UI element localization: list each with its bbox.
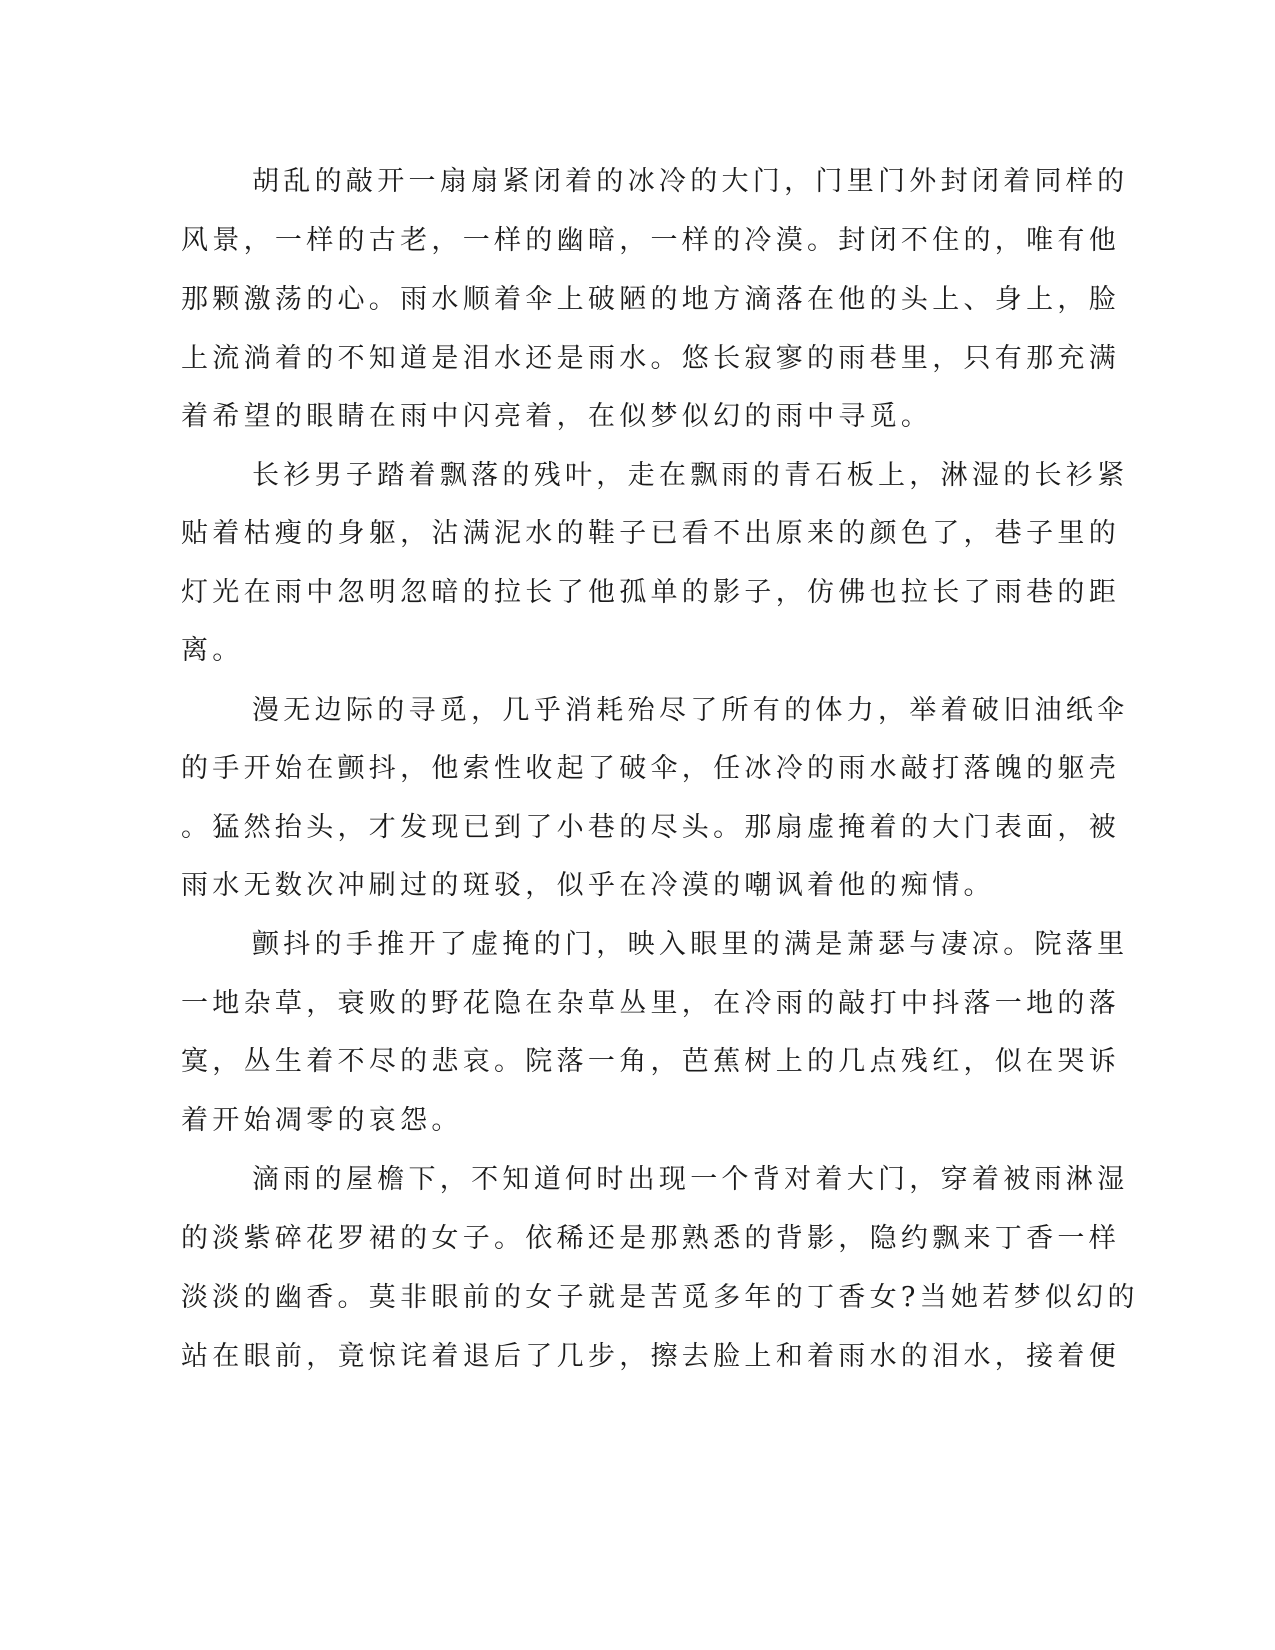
text-line: 贴着枯瘦的身躯，沾满泥水的鞋子已看不出原来的颜色了，巷子里的 [181, 518, 1120, 549]
text-line: 长衫男子踏着飘落的残叶，走在飘雨的青石板上，淋湿的长衫紧 [252, 460, 1129, 491]
text-line: 颤抖的手推开了虚掩的门，映入眼里的满是萧瑟与凄凉。院落里 [252, 929, 1129, 960]
text-line: 滴雨的屋檐下，不知道何时出现一个背对着大门，穿着被雨淋湿 [252, 1164, 1129, 1195]
text-line: 淡淡的幽香。莫非眼前的女子就是苦觅多年的丁香女?当她若梦似幻的 [181, 1282, 1139, 1313]
text-line: 寞，丛生着不尽的悲哀。院落一角，芭蕉树上的几点残红，似在哭诉 [181, 1046, 1120, 1077]
text-line: 站在眼前，竟惊诧着退后了几步，擦去脸上和着雨水的泪水，接着便 [181, 1341, 1120, 1372]
text-line: 那颗激荡的心。雨水顺着伞上破陋的地方滴落在他的头上、身上，脸 [181, 284, 1120, 315]
text-line: 雨水无数次冲刷过的斑驳，似乎在冷漠的嘲讽着他的痴情。 [181, 870, 995, 901]
text-line: 的手开始在颤抖，他索性收起了破伞，任冰冷的雨水敲打落魄的躯壳 [181, 753, 1120, 784]
text-line: 离。 [181, 635, 244, 666]
text-line: 着开始凋零的哀怨。 [181, 1105, 463, 1136]
text-line: 风景，一样的古老，一样的幽暗，一样的冷漠。封闭不住的，唯有他 [181, 225, 1120, 256]
text-line: 灯光在雨中忽明忽暗的拉长了他孤单的影子，仿佛也拉长了雨巷的距 [181, 577, 1120, 608]
text-line: 的淡紫碎花罗裙的女子。依稀还是那熟悉的背影，隐约飘来丁香一样 [181, 1223, 1120, 1254]
text-line: 一地杂草，衰败的野花隐在杂草丛里，在冷雨的敲打中抖落一地的落 [181, 988, 1120, 1019]
text-line: 着希望的眼睛在雨中闪亮着，在似梦似幻的雨中寻觅。 [181, 401, 933, 432]
text-line: 上流淌着的不知道是泪水还是雨水。悠长寂寥的雨巷里，只有那充满 [181, 343, 1120, 374]
text-line: 漫无边际的寻觅，几乎消耗殆尽了所有的体力，举着破旧油纸伞 [252, 695, 1129, 726]
text-line: 胡乱的敲开一扇扇紧闭着的冰冷的大门，门里门外封闭着同样的 [252, 166, 1129, 197]
text-line: 。猛然抬头，才发现已到了小巷的尽头。那扇虚掩着的大门表面，被 [181, 812, 1120, 843]
